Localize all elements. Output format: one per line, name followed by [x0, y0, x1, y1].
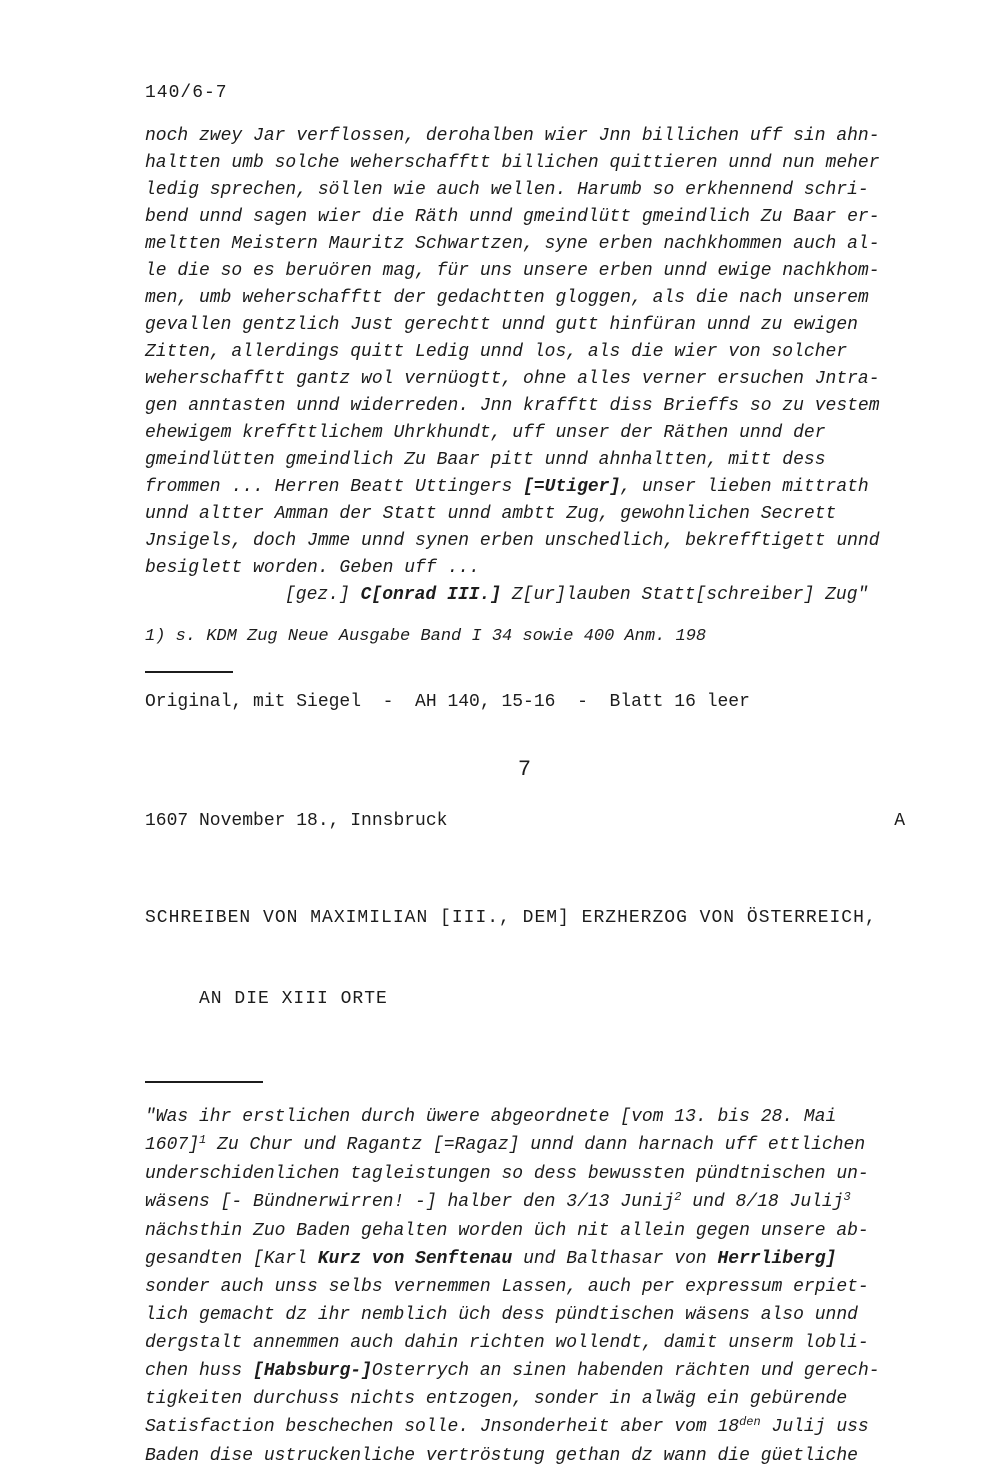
- text-segment: lich gemacht dz ihr nemblich üch dess pündtischen wäsens also unnd: [145, 1305, 858, 1325]
- divider-rule: [145, 1081, 263, 1083]
- text-line: [145, 501, 905, 528]
- text-line: [285, 582, 905, 609]
- text-line: [145, 150, 905, 177]
- text-segment: Kurz von Senftenau: [317, 1249, 513, 1269]
- text-line: [145, 366, 905, 393]
- text-line: [145, 177, 905, 204]
- text-line: [145, 528, 905, 555]
- doc7-entry-number: 7: [517, 757, 533, 782]
- text-segment: underschidenlichen tagleistungen so dess bewussten pündtnischen un-: [145, 1164, 869, 1184]
- text-line: [145, 1160, 905, 1188]
- doc7-dateline-row: [145, 808, 905, 835]
- text-segment: unnd altter Amman der Statt unnd ambtt Zug, gewohnlichen Secrett: [145, 504, 837, 524]
- text-line: [145, 339, 905, 366]
- text-segment: und Balthasar von: [512, 1249, 718, 1269]
- doc6-signature-line: [145, 582, 905, 609]
- text-line: [145, 555, 905, 582]
- divider-rule: [145, 671, 233, 673]
- text-segment: haltten umb solche weherschafftt billichen quittieren unnd nun meher: [145, 153, 880, 173]
- text-segment: ledig sprechen, söllen wie auch wellen. Harumb so erkhennend schri-: [145, 180, 869, 200]
- text-line: [145, 204, 905, 231]
- text-segment: 1: [199, 1133, 207, 1147]
- text-segment: Zitten, allerdings quitt Ledig unnd los, als die wier von solcher: [145, 342, 848, 362]
- text-line: [145, 312, 905, 339]
- text-segment: besiglett worden. Geben uff ...: [145, 558, 480, 578]
- doc6-body-paragraph: [145, 123, 905, 582]
- text-segment: den: [739, 1415, 761, 1429]
- text-segment: 3: [843, 1190, 851, 1204]
- text-line: [145, 1413, 905, 1442]
- text-segment: dergstalt annemmen auch dahin richten wollendt, damit unserm lobli-: [145, 1333, 869, 1353]
- text-segment: meltten Meistern Mauritz Schwartzen, syne erben nachkhommen auch al-: [145, 234, 880, 254]
- text-segment: tigkeiten durchuss nichts entzogen, sonder in alwäg ein gebürende: [145, 1389, 848, 1409]
- text-segment: frommen ... Herren Beatt Uttingers: [145, 477, 524, 497]
- text-segment: Jnsigels, doch Jmme unnd synen erben unschedlich, bekrefftigett unnd: [145, 531, 880, 551]
- text-line: [145, 285, 905, 312]
- text-segment: 2: [674, 1190, 682, 1204]
- text-line: [145, 393, 905, 420]
- text-segment: gen anntasten unnd widerreden. Jnn krafftt diss Brieffs so zu vestem: [145, 396, 880, 416]
- doc7-title-line1: SCHREIBEN VON MAXIMILIAN [III., DEM] ERZHERZOG VON ÖSTERREICH,: [145, 908, 877, 928]
- text-segment: Osterrych an sinen habenden rächten und gerech-: [371, 1361, 880, 1381]
- text-segment: nächsthin Zuo Baden gehalten worden üch nit allein gegen unsere ab-: [145, 1221, 869, 1241]
- doc7-date-place: 1607 November 18., Innsbruck: [145, 811, 448, 831]
- text-line: [145, 420, 905, 447]
- text-segment: , unser lieben mittrath: [620, 477, 869, 497]
- text-line: [145, 1273, 905, 1301]
- text-segment: Satisfaction beschechen solle. Jnsonderheit aber vom 18: [145, 1417, 740, 1437]
- text-segment: Baden dise ustruckenliche vertröstung gethan dz wann die güetliche: [145, 1446, 858, 1466]
- text-segment: wäsens [- Bündnerwirren! -] halber den 3/13 Junij: [145, 1192, 675, 1212]
- text-line: [145, 447, 905, 474]
- text-line: [145, 1245, 905, 1273]
- text-line: [145, 1217, 905, 1245]
- page-number-label: 140/6-7: [145, 83, 228, 103]
- text-segment: [Habsburg-]: [253, 1361, 372, 1381]
- text-line: [145, 1301, 905, 1329]
- text-segment: gevallen gentzlich Just gerechtt unnd gutt hinfüran unnd zu ewigen: [145, 315, 858, 335]
- text-line: [145, 231, 905, 258]
- text-segment: [gez.]: [285, 585, 361, 605]
- text-line: [145, 474, 905, 501]
- text-segment: le die so es beruören mag, für uns unsere erben unnd ewige nachkhom-: [145, 261, 880, 281]
- text-segment: ehewigem kreffttlichem Uhrkhundt, uff unser der Räthen unnd der: [145, 423, 826, 443]
- text-segment: chen huss: [145, 1361, 254, 1381]
- text-segment: [=Utiger]: [523, 477, 621, 497]
- text-segment: Julij uss: [760, 1417, 869, 1437]
- text-line: [145, 258, 905, 285]
- text-segment: noch zwey Jar verflossen, derohalben wier Jnn billichen uff sin ahn-: [145, 126, 880, 146]
- text-line: [145, 1103, 905, 1131]
- text-line: [145, 123, 905, 150]
- text-segment: Z[ur]lauben Statt[schreiber] Zug": [501, 585, 869, 605]
- text-segment: weherschafftt gantz wol vernüogtt, ohne alles verner ersuchen Jntra-: [145, 369, 880, 389]
- text-segment: Zu Chur und Ragantz [=Ragaz] unnd dann harnach uff ettlichen: [206, 1135, 866, 1155]
- text-segment: 1607]: [145, 1135, 200, 1155]
- doc6-source-line: Original, mit Siegel - AH 140, 15-16 - Blatt 16 leer: [145, 692, 750, 712]
- text-line: [145, 1385, 905, 1413]
- text-segment: Herrliberg]: [717, 1249, 837, 1269]
- text-segment: gesandten [Karl: [145, 1249, 318, 1269]
- doc7-title: [145, 851, 905, 1067]
- text-segment: und 8/18 Julij: [681, 1192, 844, 1212]
- text-line: [145, 1188, 905, 1217]
- text-segment: C[onrad III.]: [360, 585, 502, 605]
- text-segment: men, umb weherschafftt der gedachtten gloggen, als die nach unserem: [145, 288, 869, 308]
- text-segment: "Was ihr erstlichen durch üwere abgeordnete [vom 13. bis 28. Mai: [145, 1107, 837, 1127]
- text-segment: gmeindlütten gmeindlich Zu Baar pitt unnd ahnhaltten, mitt dess: [145, 450, 826, 470]
- text-line: [145, 1442, 905, 1470]
- text-line: [145, 1131, 905, 1160]
- doc7-title-line2: AN DIE XIII ORTE: [199, 989, 388, 1009]
- doc7-marginal-letter: A: [894, 811, 905, 831]
- text-line: [145, 1357, 905, 1385]
- text-line: [145, 1329, 905, 1357]
- text-segment: sonder auch unss selbs vernemmen Lassen, auch per expressum erpiet-: [145, 1277, 869, 1297]
- doc6-footnote: 1) s. KDM Zug Neue Ausgabe Band I 34 sowie 400 Anm. 198: [145, 627, 707, 646]
- text-segment: bend unnd sagen wier die Räth unnd gmeindlütt gmeindlich Zu Baar er-: [145, 207, 880, 227]
